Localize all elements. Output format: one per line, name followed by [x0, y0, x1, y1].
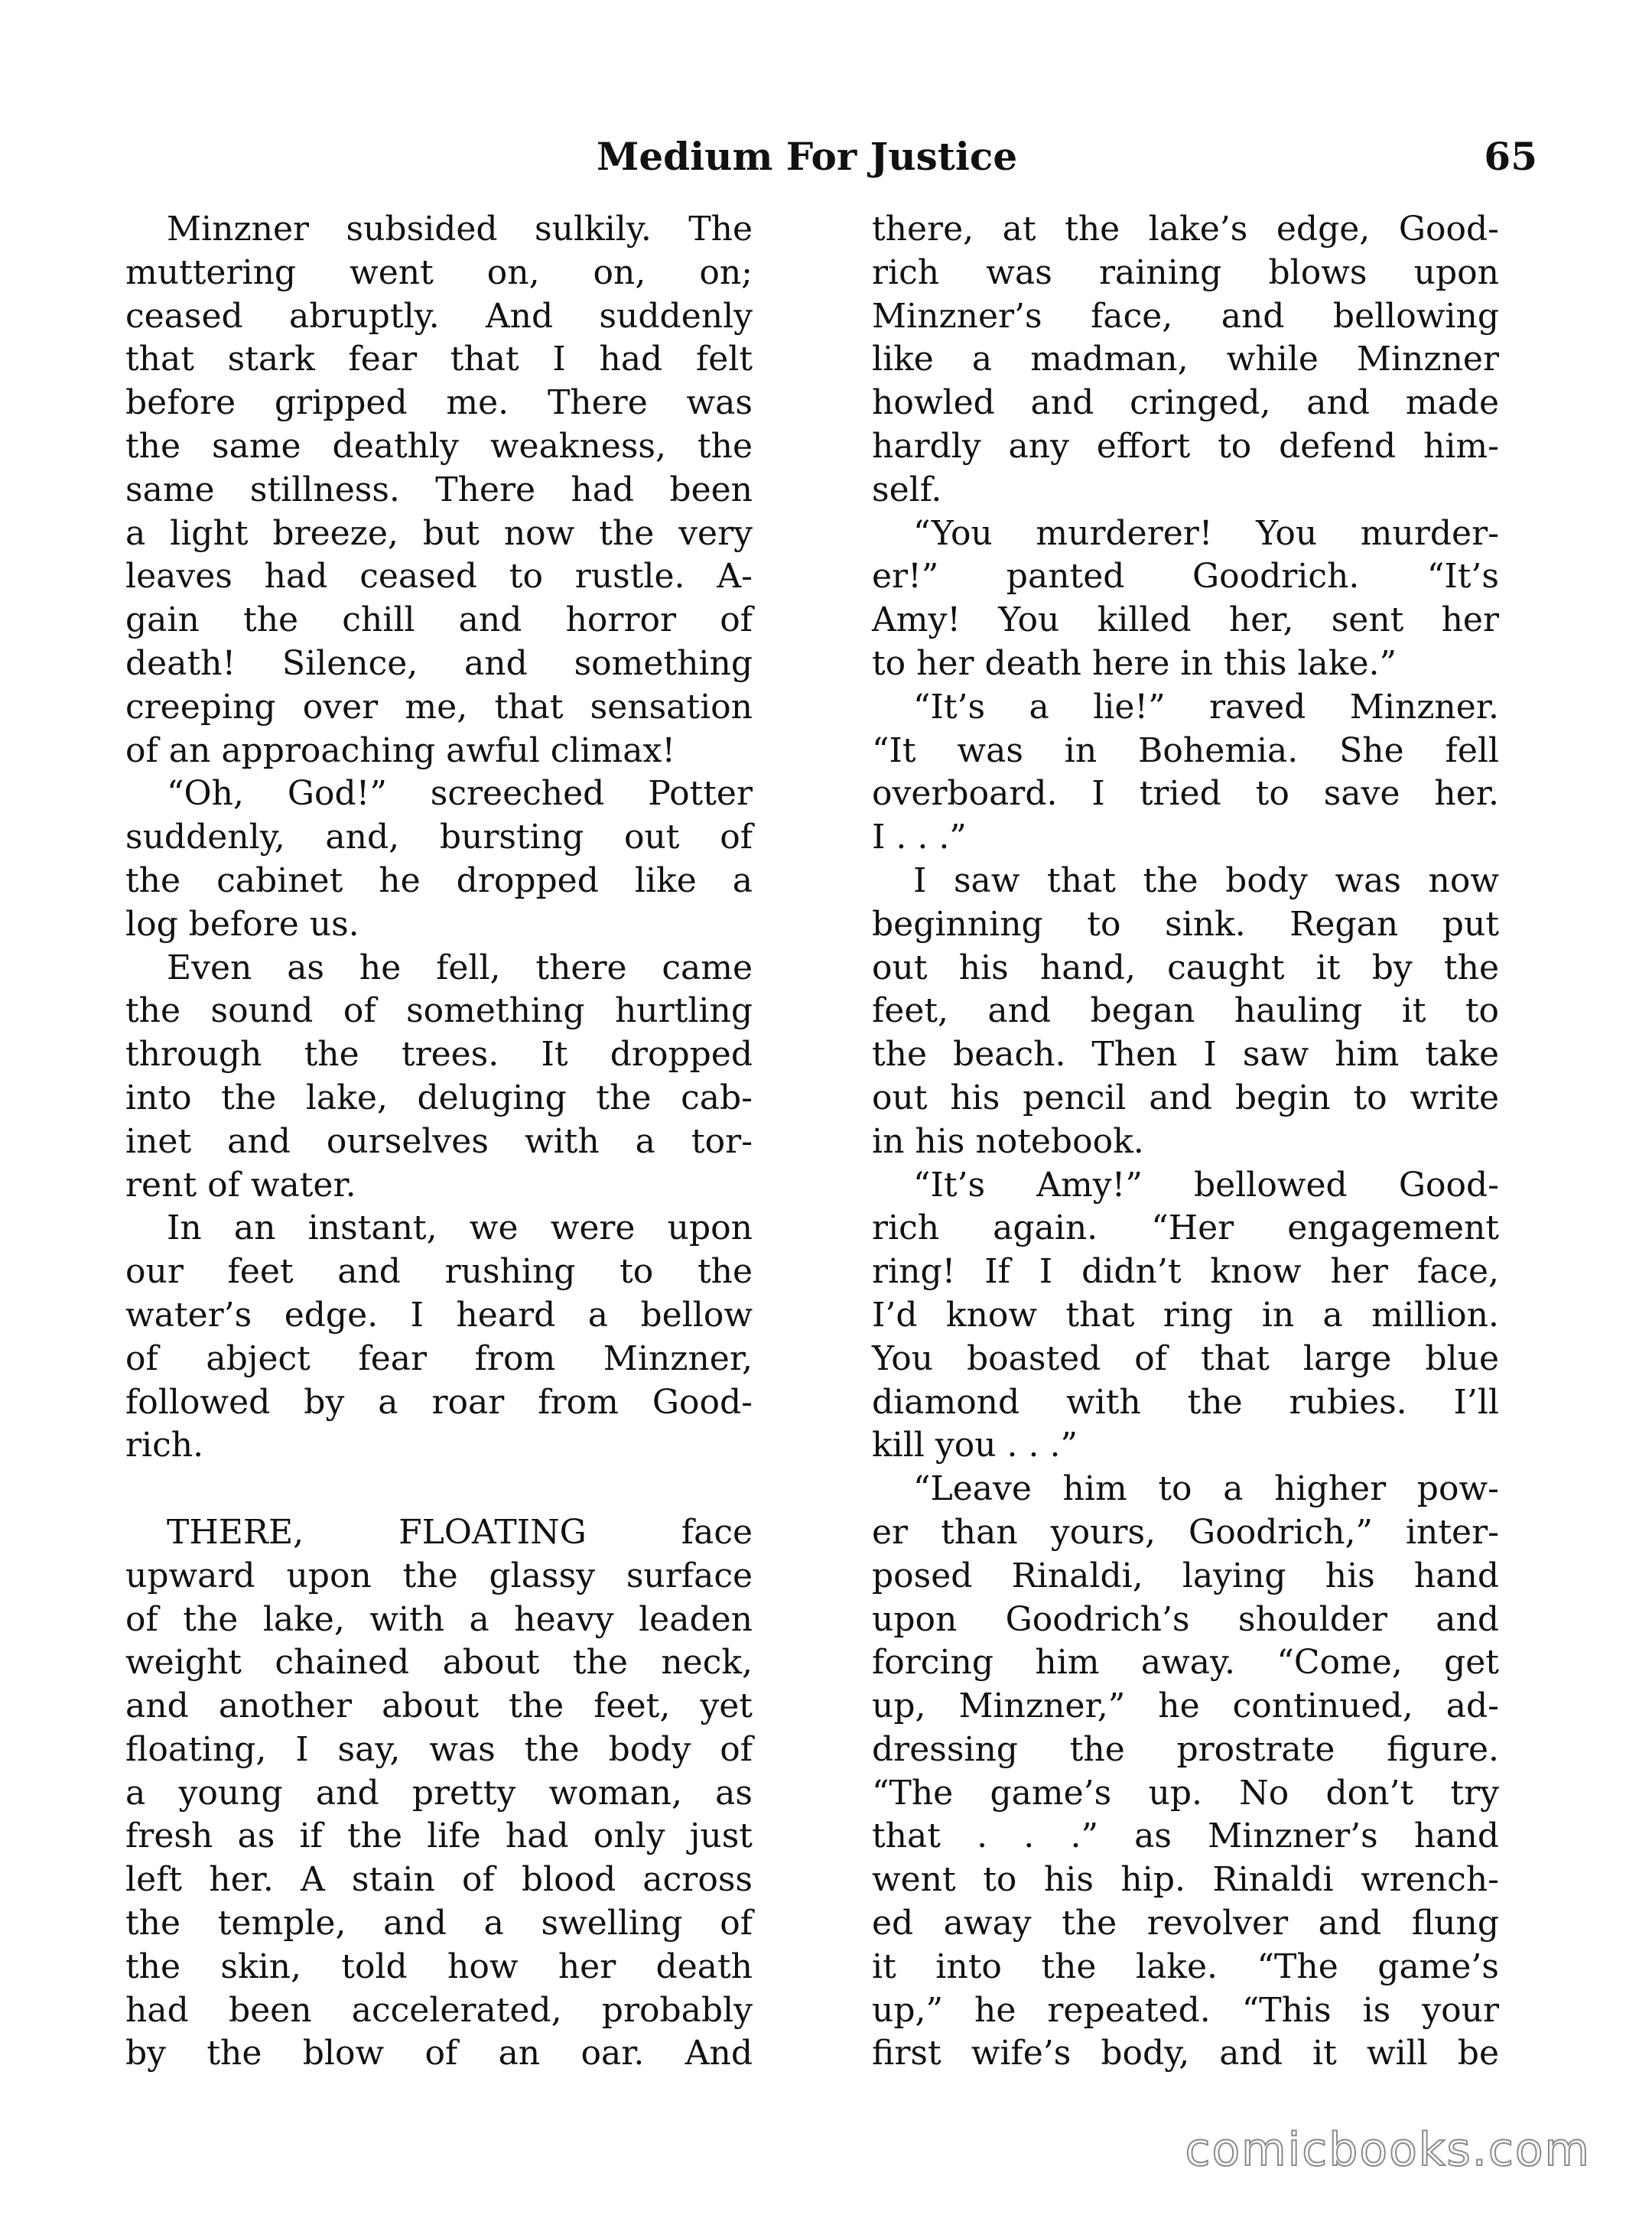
page-number: 65	[1484, 134, 1537, 179]
text-line: our feet and rushing to the	[125, 1252, 753, 1292]
text-line: ring! If I didn’t know her face,	[872, 1252, 1499, 1292]
text-line: had been accelerated, probably	[125, 1990, 753, 2030]
text-line: the skin, told how her death	[125, 1946, 753, 1986]
text-line: up, Minzner,” he continued, ad-	[872, 1686, 1499, 1726]
text-line: Even as he fell, there came	[167, 948, 753, 987]
text-line: and another about the feet, yet	[125, 1686, 753, 1726]
text-line: Minzner subsided sulkily. The	[167, 210, 753, 249]
text-line: Minzner’s face, and bellowing	[872, 296, 1499, 336]
text-line: in his notebook.	[872, 1121, 1144, 1161]
text-line: floating, I say, was the body of	[125, 1729, 753, 1769]
text-line: “You murderer! You murder-	[913, 513, 1499, 553]
text-line: feet, and began hauling it to	[872, 991, 1499, 1031]
text-line: a light breeze, but now the very	[125, 513, 753, 553]
text-line: “It’s a lie!” raved Minzner.	[913, 687, 1499, 727]
text-line: fresh as if the life had only just	[125, 1816, 753, 1856]
text-line: the same deathly weakness, the	[125, 426, 753, 466]
text-line: left her. A stain of blood across	[125, 1860, 753, 1900]
text-line: creeping over me, that sensation	[125, 687, 753, 727]
text-line: of an approaching awful climax!	[125, 730, 675, 770]
text-line: log before us.	[125, 904, 359, 944]
text-line: In an instant, we were upon	[167, 1208, 753, 1248]
text-line: muttering went on, on, on;	[125, 252, 753, 292]
text-line: “Oh, God!” screeched Potter	[167, 774, 753, 814]
text-line: that . . .” as Minzner’s hand	[872, 1816, 1499, 1856]
text-line: overboard. I tried to save her.	[872, 774, 1499, 814]
text-line: that stark fear that I had felt	[125, 340, 753, 379]
text-line: same stillness. There had been	[125, 470, 753, 509]
text-line: out his hand, caught it by the	[872, 948, 1499, 987]
text-line: forcing him away. “Come, get	[872, 1643, 1499, 1683]
text-line: like a madman, while Minzner	[872, 340, 1499, 379]
text-line: inet and ourselves with a tor-	[125, 1121, 753, 1161]
text-line: ceased abruptly. And suddenly	[125, 296, 753, 336]
text-line: rich was raining blows upon	[872, 252, 1499, 292]
text-line	[125, 1468, 753, 1511]
text-line: of abject fear from Minzner,	[125, 1338, 753, 1378]
text-line: rich.	[125, 1426, 204, 1465]
text-line: first wife’s body, and it will be	[872, 2034, 1499, 2073]
text-line: to her death here in this lake.”	[872, 643, 1397, 683]
left-column	[125, 208, 753, 2076]
text-line: howled and cringed, and made	[872, 383, 1499, 423]
text-line: posed Rinaldi, laying his hand	[872, 1556, 1499, 1595]
text-line: ed away the revolver and flung	[872, 1904, 1499, 1943]
text-line: of the lake, with a heavy leaden	[125, 1599, 753, 1639]
text-line: beginning to sink. Regan put	[872, 904, 1499, 944]
text-line: went to his hip. Rinaldi wrench-	[872, 1860, 1499, 1900]
text-line: before gripped me. There was	[125, 383, 753, 423]
text-line: weight chained about the neck,	[125, 1643, 753, 1683]
text-line: followed by a roar from Good-	[125, 1382, 753, 1422]
text-line: “It’s Amy!” bellowed Good-	[913, 1165, 1499, 1205]
text-line: suddenly, and, bursting out of	[125, 818, 753, 857]
text-line: up,” he repeated. “This is your	[872, 1990, 1499, 2030]
text-line: “The game’s up. No don’t try	[872, 1773, 1499, 1813]
text-line: it into the lake. “The game’s	[872, 1946, 1499, 1986]
text-line: diamond with the rubies. I’ll	[872, 1382, 1499, 1422]
text-line: I’d know that ring in a million.	[872, 1295, 1499, 1335]
text-line: I saw that the body was now	[913, 860, 1499, 900]
text-line: upon Goodrich’s shoulder and	[872, 1599, 1499, 1639]
text-line: THERE, FLOATING face	[167, 1512, 753, 1552]
text-line: out his pencil and begin to write	[872, 1078, 1499, 1117]
text-line: dressing the prostrate figure.	[872, 1729, 1499, 1769]
text-line: “Leave him to a higher pow-	[913, 1469, 1499, 1509]
text-line: hardly any effort to defend him-	[872, 426, 1499, 466]
text-line: gain the chill and horror of	[125, 600, 753, 640]
text-line: water’s edge. I heard a bellow	[125, 1295, 753, 1335]
right-column	[872, 208, 1499, 2076]
text-line: rent of water.	[125, 1165, 356, 1205]
text-line: I . . .”	[872, 818, 967, 857]
text-line: “It was in Bohemia. She fell	[872, 730, 1499, 770]
text-line: there, at the lake’s edge, Good-	[872, 210, 1499, 249]
text-line: self.	[872, 470, 942, 509]
text-line: a young and pretty woman, as	[125, 1773, 753, 1813]
text-line: Amy! You killed her, sent her	[872, 600, 1499, 640]
text-line: upward upon the glassy surface	[125, 1556, 753, 1595]
text-line: into the lake, deluging the cab-	[125, 1078, 753, 1117]
text-line: the beach. Then I saw him take	[872, 1035, 1499, 1075]
text-line: er than yours, Goodrich,” inter-	[872, 1512, 1499, 1552]
watermark: comicbooks.com	[1185, 2123, 1591, 2177]
text-line: the cabinet he dropped like a	[125, 860, 753, 900]
text-line: death! Silence, and something	[125, 643, 753, 683]
running-title: Medium For Justice	[597, 134, 1018, 179]
page-header	[153, 130, 1537, 184]
text-line: through the trees. It dropped	[125, 1035, 753, 1075]
text-line: leaves had ceased to rustle. A-	[125, 557, 753, 597]
text-line: by the blow of an oar. And	[125, 2034, 753, 2073]
text-line: You boasted of that large blue	[872, 1338, 1499, 1378]
text-line: kill you . . .”	[872, 1426, 1078, 1465]
text-line: er!” panted Goodrich. “It’s	[872, 557, 1499, 597]
text-line: rich again. “Her engagement	[872, 1208, 1499, 1248]
text-line: the temple, and a swelling of	[125, 1904, 753, 1943]
text-line: the sound of something hurtling	[125, 991, 753, 1031]
